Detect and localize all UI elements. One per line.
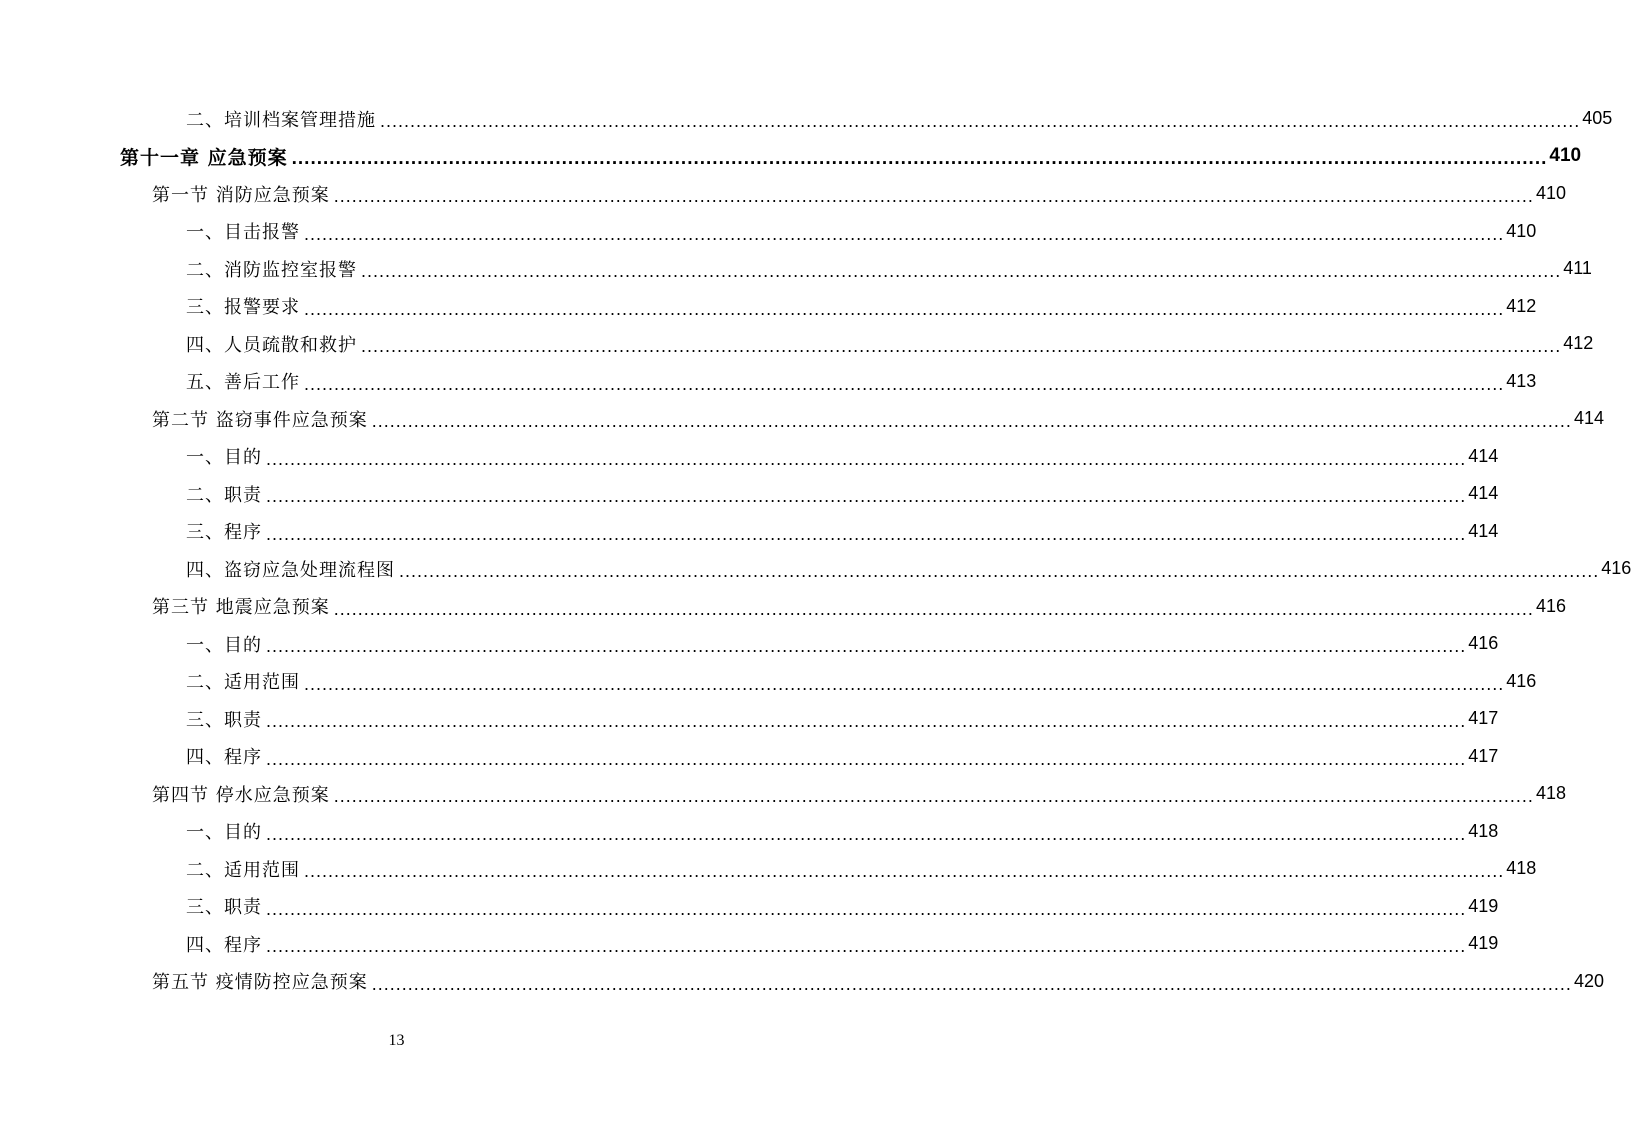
- toc-entry-label: 四、人员疏散和救护: [186, 334, 357, 356]
- toc-leader-dots: ........................................................................................................................................................................................................: [266, 898, 1467, 919]
- toc-entry-page: 414: [1468, 445, 1499, 466]
- toc-entry[interactable]: [0, 588, 1566, 626]
- toc-entry[interactable]: [0, 738, 1499, 776]
- toc-entry-page: 418: [1468, 820, 1499, 841]
- toc-entry-page: 416: [1506, 670, 1537, 691]
- toc-leader-dots: ........................................................................................................................................................................................................: [266, 936, 1467, 957]
- toc-entry[interactable]: [0, 475, 1499, 513]
- toc-entry-label: 四、程序: [186, 934, 262, 956]
- toc-entry-label: 一、目的: [186, 822, 262, 844]
- toc-entry-label: 三、职责: [186, 709, 262, 731]
- toc-entry-page: 417: [1468, 708, 1499, 729]
- toc-entry-label: 第四节 停水应急预案: [152, 784, 330, 806]
- toc-entry[interactable]: [0, 925, 1499, 963]
- toc-leader-dots: ........................................................................................................................................................................................................: [361, 336, 1562, 357]
- toc-entry-label: 第三节 地震应急预案: [152, 597, 330, 619]
- toc-entry[interactable]: [0, 625, 1499, 663]
- toc-entry[interactable]: [0, 288, 1537, 326]
- toc-leader-dots: ........................................................................................................................................................................................................: [304, 298, 1505, 319]
- toc-entry[interactable]: [0, 363, 1537, 401]
- toc-entry[interactable]: [0, 325, 1594, 363]
- toc-leader-dots: ........................................................................................................................................................................................................: [266, 748, 1467, 769]
- toc-entry-page: 417: [1468, 745, 1499, 766]
- toc-entry[interactable]: [0, 813, 1499, 851]
- toc-entry-page: 414: [1468, 483, 1499, 504]
- toc-entry-page: 419: [1468, 895, 1499, 916]
- toc-entry-page: 418: [1506, 858, 1537, 879]
- toc-entry-page: 418: [1535, 783, 1566, 804]
- toc-entry-label: 一、目击报警: [186, 222, 300, 244]
- toc-leader-dots: ........................................................................................................................................................................................................: [266, 523, 1467, 544]
- toc-leader-dots: ........................................................................................................................................................................................................: [266, 448, 1467, 469]
- toc-entry-label: 三、报警要求: [186, 297, 300, 319]
- toc-entry[interactable]: [0, 663, 1537, 701]
- toc-entry-page: 410: [1506, 220, 1537, 241]
- toc-leader-dots: ........................................................................................................................................................................................................: [266, 636, 1467, 657]
- toc-leader-dots: ........................................................................................................................................................................................................: [304, 673, 1505, 694]
- toc-entry[interactable]: [0, 775, 1566, 813]
- toc-entry-label: 第一节 消防应急预案: [152, 184, 330, 206]
- toc-entry-label: 二、适用范围: [186, 859, 300, 881]
- toc-entry[interactable]: [0, 963, 1604, 1001]
- toc-entry-label: 一、目的: [186, 634, 262, 656]
- toc-leader-dots: ........................................................................................................................................................................................................: [371, 411, 1572, 432]
- toc-leader-dots: ........................................................................................................................................................................................................: [371, 973, 1572, 994]
- toc-leader-dots: ........................................................................................................................................................................................................: [266, 486, 1467, 507]
- toc-entry-page: 412: [1506, 295, 1537, 316]
- page-number: 13: [388, 1032, 405, 1049]
- toc-entry[interactable]: [0, 438, 1499, 476]
- toc-entry[interactable]: [0, 400, 1604, 438]
- toc-entry-label: 二、培训档案管理措施: [186, 109, 376, 131]
- toc-entry-label: 四、程序: [186, 747, 262, 769]
- toc-entry[interactable]: [0, 513, 1499, 551]
- toc-entry-label: 第十一章 应急预案: [120, 146, 288, 169]
- toc-leader-dots: ........................................................................................................................................................................................................: [380, 111, 1581, 132]
- toc-entry[interactable]: [0, 250, 1592, 288]
- toc-entry-label: 三、程序: [186, 522, 262, 544]
- toc-entry-label: 二、消防监控室报警: [186, 259, 357, 281]
- toc-entry-label: 三、职责: [186, 897, 262, 919]
- toc-entry[interactable]: [0, 850, 1537, 888]
- toc-entry-page: 414: [1468, 520, 1499, 541]
- toc-entry-label: 二、职责: [186, 484, 262, 506]
- toc-entry-label: 一、目的: [186, 447, 262, 469]
- toc-entry-label: 二、适用范围: [186, 672, 300, 694]
- toc-leader-dots: ........................................................................................................................................................................................................: [361, 261, 1562, 282]
- toc-entry-page: 410: [1549, 145, 1582, 167]
- toc-entry-page: 405: [1582, 108, 1613, 129]
- toc-entry-page: 412: [1563, 333, 1594, 354]
- toc-entry-label: 第五节 疫情防控应急预案: [152, 972, 368, 994]
- toc-entry-page: 416: [1535, 595, 1566, 616]
- toc-entry-label: 四、盗窃应急处理流程图: [186, 559, 395, 581]
- toc-entry[interactable]: [0, 138, 1582, 176]
- toc-leader-dots: ........................................................................................................................................................................................................: [266, 711, 1467, 732]
- toc-entry-page: 410: [1535, 183, 1566, 204]
- toc-entry-label: 第二节 盗窃事件应急预案: [152, 409, 368, 431]
- toc-leader-dots: ........................................................................................................................................................................................................: [304, 861, 1505, 882]
- toc-entry[interactable]: [0, 550, 1631, 588]
- toc-entry[interactable]: [0, 888, 1499, 926]
- toc-entry[interactable]: [0, 213, 1537, 251]
- toc-entry[interactable]: [0, 175, 1566, 213]
- toc-entry-page: 414: [1573, 408, 1604, 429]
- toc-entry-page: 411: [1563, 258, 1592, 279]
- toc-leader-dots: ........................................................................................................................................................................................................: [291, 148, 1548, 170]
- toc-leader-dots: ........................................................................................................................................................................................................: [304, 223, 1505, 244]
- toc-entry-page: 416: [1468, 633, 1499, 654]
- toc-leader-dots: ........................................................................................................................................................................................................: [333, 598, 1534, 619]
- toc-leader-dots: ........................................................................................................................................................................................................: [333, 186, 1534, 207]
- toc-entry-page: 420: [1573, 970, 1604, 991]
- toc-entry-page: 419: [1468, 933, 1499, 954]
- toc-entry-page: 416: [1601, 558, 1631, 579]
- table-of-contents: [0, 100, 1631, 1000]
- toc-entry-label: 五、善后工作: [186, 372, 300, 394]
- toc-entry[interactable]: [0, 100, 1613, 138]
- toc-leader-dots: ........................................................................................................................................................................................................: [333, 786, 1534, 807]
- toc-entry-page: 413: [1506, 370, 1537, 391]
- toc-leader-dots: ........................................................................................................................................................................................................: [399, 561, 1600, 582]
- toc-entry[interactable]: [0, 700, 1499, 738]
- toc-leader-dots: ........................................................................................................................................................................................................: [266, 823, 1467, 844]
- toc-leader-dots: ........................................................................................................................................................................................................: [304, 373, 1505, 394]
